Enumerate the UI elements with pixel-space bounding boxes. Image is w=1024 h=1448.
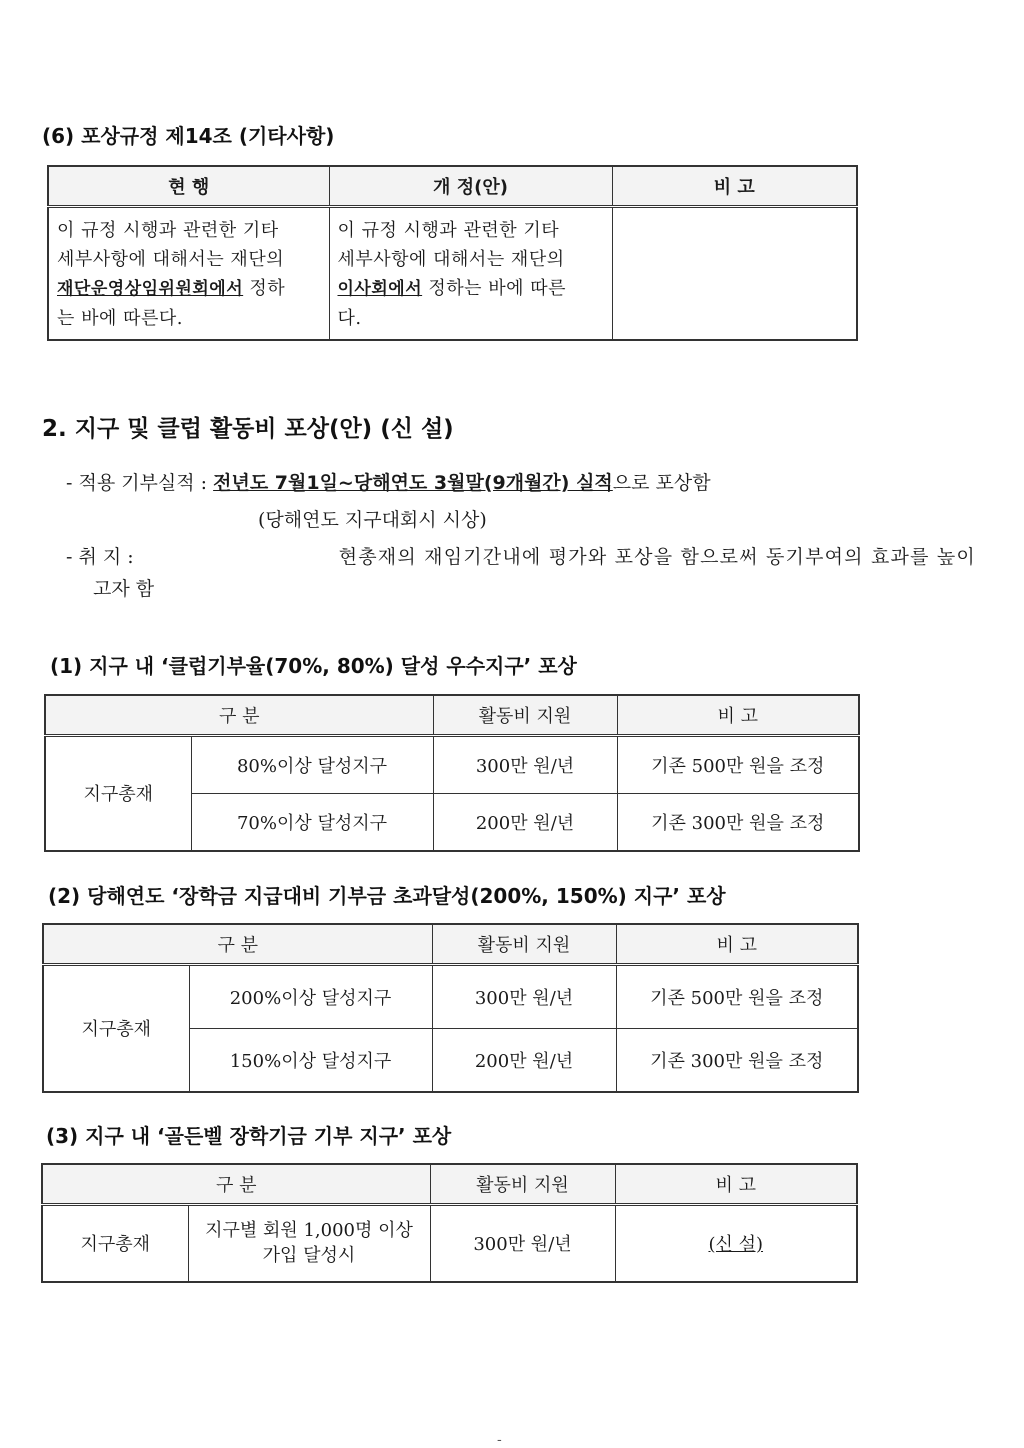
bullet-2-text: 현총재의 재임기간내에 평가와 포상을 함으로써 동기부여의 효과를 높이 [338, 546, 976, 568]
header-note: 비 고 [612, 166, 857, 206]
table-2-header-category: 구 분 [43, 924, 432, 964]
table-1-row-1-note: 기존 500만 원을 조정 [617, 735, 859, 793]
table-1-row-1-support: 300만 원/년 [433, 735, 617, 793]
table-3-header-category: 구 분 [42, 1164, 430, 1204]
table-3-note-new: (신 설) [708, 1234, 764, 1256]
table-3-criteria [188, 1204, 430, 1282]
current-line-1: 이 규정 시행과 관련한 기타 [57, 219, 279, 241]
table-3-header-support: 활동비 지원 [430, 1164, 615, 1204]
table-1-header-support: 활동비 지원 [433, 695, 617, 735]
table-1-row-1-criteria: 80%이상 달성지구 [191, 735, 433, 793]
table-2-header-note: 비 고 [616, 924, 858, 964]
current-line-4: 는 바에 따른다. [57, 307, 183, 329]
table-2-row-2-criteria: 150%이상 달성지구 [189, 1028, 432, 1092]
table-3-criteria-line-1: 지구별 회원 1,000명 이상 [205, 1220, 413, 1242]
table-2-group: 지구총재 [43, 964, 189, 1092]
header-revised: 개 정(안) [329, 166, 612, 206]
current-rule-cell [48, 206, 329, 340]
table-3-header-note: 비 고 [615, 1164, 857, 1204]
revised-line-1: 이 규정 시행과 관련한 기타 [337, 219, 560, 241]
revised-line-4: 다. [337, 307, 362, 329]
table-1-header-category: 구 분 [45, 695, 433, 735]
table-1 [44, 694, 860, 852]
table-1-row-2-support: 200만 원/년 [433, 793, 617, 851]
revised-line-3-emphasis: 이사회에서 [337, 278, 423, 299]
table-3-note [615, 1204, 857, 1282]
revised-line-2: 세부사항에 대해서는 재단의 [337, 248, 565, 270]
table-1-row-2-note: 기존 300만 원을 조정 [617, 793, 859, 851]
table-2-row-1-note: 기존 500만 원을 조정 [616, 964, 858, 1028]
table-2 [42, 923, 859, 1093]
bullet-1-emphasis: 전년도 7월1일~당해연도 3월말(9개월간) 실적 [213, 472, 613, 494]
bullet-1-rest: 으로 포상함 [612, 472, 711, 494]
table-1-group: 지구총재 [45, 735, 191, 851]
table-2-row-2-note: 기존 300만 원을 조정 [616, 1028, 858, 1092]
section-2-title: 2. 지구 및 클럽 활동비 포상(안) (신 설) [42, 416, 454, 442]
bullet-purpose [66, 542, 976, 569]
table-1-row-2-criteria: 70%이상 달성지구 [191, 793, 433, 851]
note-cell [612, 206, 857, 340]
table-2-row-2-support: 200만 원/년 [432, 1028, 616, 1092]
table-3-group: 지구총재 [42, 1204, 188, 1282]
table-3-criteria-line-2: 가입 달성시 [262, 1245, 356, 1267]
table-3 [41, 1163, 858, 1283]
table-2-title: (2) 당해연도 ‘장학금 지급대비 기부금 초과달성(200%, 150%) 지구’ 포상 [48, 884, 726, 908]
page-number: - [497, 1432, 502, 1448]
header-current: 현 행 [48, 166, 329, 206]
table-2-row-1-support: 300만 원/년 [432, 964, 616, 1028]
bullet-applied-record [66, 468, 711, 495]
bullet-1-subnote: (당해연도 지구대회시 시상) [258, 509, 487, 531]
section-6-table [47, 165, 858, 341]
table-3-title: (3) 지구 내 ‘골든벨 장학기금 기부 지구’ 포상 [46, 1124, 452, 1148]
table-1-header-note: 비 고 [617, 695, 859, 735]
current-line-3-rest: 정하 [243, 277, 286, 299]
current-line-3-emphasis: 재단운영상임위원회에서 [57, 278, 244, 299]
table-1-title: (1) 지구 내 ‘클럽기부율(70%, 80%) 달성 우수지구’ 포상 [50, 654, 577, 678]
table-2-row-1-criteria: 200%이상 달성지구 [189, 964, 432, 1028]
bullet-2-continuation: 고자 함 [93, 578, 155, 600]
revised-rule-cell [329, 206, 612, 340]
section-6-title: (6) 포상규정 제14조 (기타사항) [42, 124, 335, 148]
revised-line-3-rest: 정하는 바에 따른 [422, 277, 567, 299]
bullet-2-label: - 취 지 : [66, 546, 140, 568]
current-line-2: 세부사항에 대해서는 재단의 [57, 248, 285, 270]
table-3-support: 300만 원/년 [430, 1204, 615, 1282]
table-2-header-support: 활동비 지원 [432, 924, 616, 964]
bullet-1-label: - 적용 기부실적 : [66, 472, 214, 494]
